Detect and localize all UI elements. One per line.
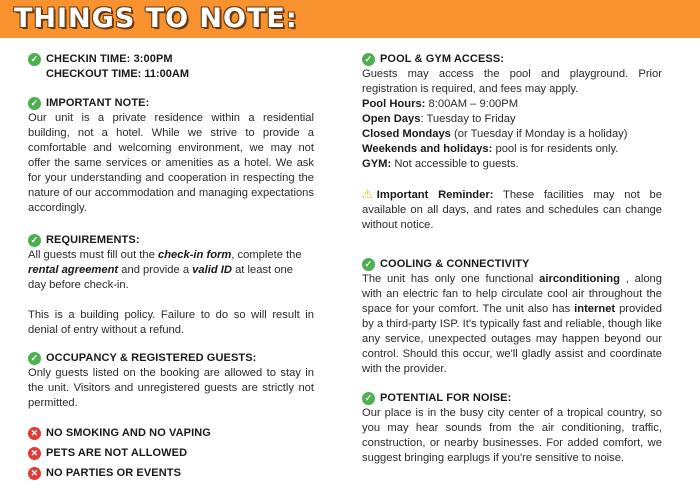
closed-days-label: Closed Mondays bbox=[362, 128, 451, 140]
requirements-title: REQUIREMENTS: bbox=[46, 234, 140, 246]
pool-intro: Guests may access the pool and playground. Prior registration is required, and fees may apply. bbox=[362, 68, 662, 95]
important-note-title: IMPORTANT NOTE: bbox=[46, 97, 150, 109]
cooling-text: The unit has only one functional bbox=[362, 273, 540, 285]
rule-no-parties: NO PARTIES OR EVENTS bbox=[46, 466, 182, 479]
x-circle-icon: ✕ bbox=[28, 427, 41, 440]
cooling-body bbox=[362, 272, 662, 377]
check-circle-icon: ✓ bbox=[362, 53, 375, 66]
reminder-value: These facilities may not be available on all days, and rates and schedules can change without notice. bbox=[362, 189, 662, 231]
check-circle-icon: ✓ bbox=[28, 352, 41, 365]
page-title: THINGS TO NOTE: bbox=[14, 3, 298, 34]
building-policy-note: This is a building policy. Failure to do so will result in denial of entry without a refund. bbox=[28, 309, 314, 336]
right-column bbox=[362, 52, 662, 466]
check-circle-icon: ✓ bbox=[28, 97, 41, 110]
occupancy-body: Only guests listed on the booking are allowed to stay in the unit. Visitors and unregistered guests are strictly not permitted. bbox=[28, 367, 314, 409]
cooling-text: provided by a third-party ISP. It's typically fast and reliable, though like any service, unexpected outages may happen beyond our control. Should this occur, we'll gladly assist and coordinate with the provider. bbox=[362, 303, 662, 375]
requirements-text: All guests must fill out the bbox=[28, 249, 158, 261]
important-note-body: Our unit is a private residence within a residential building, not a hotel. While we strive to provide a comfortable and welcoming environment, we may not offer the same services or amenities as a hotel. We ask for your understanding and cooperation in respecting the nature of our accommodation and managing expectations accordingly. bbox=[28, 112, 314, 214]
closed-days bbox=[362, 127, 662, 142]
x-circle-icon: ✕ bbox=[28, 467, 41, 480]
open-days-label: Open Days bbox=[362, 113, 421, 125]
open-days-value: : Tuesday to Friday bbox=[420, 113, 516, 125]
rule-item bbox=[28, 463, 314, 483]
weekends-holidays bbox=[362, 142, 662, 157]
noise-body: Our place is in the busy city center of a tropical country, so you may hear sounds from the air conditioning, traffic, construction, or nearby businesses. For added comfort, we suggest bringing earplugs if you're sensitive to noise. bbox=[362, 407, 662, 464]
important-note-heading bbox=[28, 96, 314, 111]
checkin-time: CHECKIN TIME: 3:00PM bbox=[46, 53, 173, 65]
pool-gym-heading bbox=[362, 52, 662, 67]
rule-item bbox=[28, 443, 314, 463]
pool-gym-title: POOL & GYM ACCESS: bbox=[380, 53, 505, 65]
rental-agreement-text: rental agreement bbox=[28, 264, 119, 276]
checkin-form-text: check-in form bbox=[157, 249, 232, 261]
left-column bbox=[28, 52, 314, 483]
pool-hours bbox=[362, 97, 662, 112]
rule-item bbox=[28, 423, 314, 443]
pool-hours-value: 8:00AM – 9:00PM bbox=[425, 98, 519, 110]
gym-access bbox=[362, 157, 662, 172]
checkout-time: CHECKOUT TIME: 11:00AM bbox=[46, 68, 190, 80]
occupancy-heading bbox=[28, 351, 314, 366]
checkin-heading bbox=[28, 52, 314, 67]
gym-value: Not accessible to guests. bbox=[391, 158, 519, 170]
requirements-text: and provide a bbox=[118, 264, 193, 276]
check-circle-icon: ✓ bbox=[362, 258, 375, 271]
airconditioning-text: airconditioning bbox=[539, 273, 620, 285]
warning-icon: ⚠ bbox=[362, 187, 373, 201]
internet-text: internet bbox=[574, 303, 616, 315]
open-days bbox=[362, 112, 662, 127]
reminder-label: Important Reminder: bbox=[376, 189, 494, 201]
x-circle-icon: ✕ bbox=[28, 447, 41, 460]
valid-id-text: valid ID bbox=[192, 264, 232, 276]
cooling-heading bbox=[362, 257, 662, 272]
rule-no-smoking: NO SMOKING AND NO VAPING bbox=[46, 426, 211, 439]
occupancy-title: OCCUPANCY & REGISTERED GUESTS: bbox=[46, 352, 257, 364]
noise-title: POTENTIAL FOR NOISE: bbox=[380, 392, 512, 404]
closed-days-value: (or Tuesday if Monday is a holiday) bbox=[450, 128, 628, 140]
cooling-text: , along with an electric fan to help circulate cool air throughout the space for your comfort. The unit also has bbox=[362, 273, 662, 315]
requirements-text: , complete the bbox=[231, 249, 302, 261]
gym-label: GYM: bbox=[362, 158, 392, 170]
requirements-heading bbox=[28, 233, 314, 248]
requirements-text: at least one day before check-in. bbox=[28, 264, 293, 291]
weekends-value: pool is for residents only. bbox=[492, 143, 619, 155]
noise-heading bbox=[362, 391, 662, 406]
requirements-body bbox=[28, 248, 314, 293]
rule-no-pets: PETS ARE NOT ALLOWED bbox=[46, 446, 188, 459]
cooling-title: COOLING & CONNECTIVITY bbox=[380, 258, 530, 270]
check-circle-icon: ✓ bbox=[28, 234, 41, 247]
pool-hours-label: Pool Hours: bbox=[362, 98, 426, 110]
header-banner bbox=[0, 0, 700, 38]
important-reminder bbox=[362, 187, 662, 233]
weekends-label: Weekends and holidays: bbox=[362, 143, 493, 155]
check-circle-icon: ✓ bbox=[28, 53, 41, 66]
check-circle-icon: ✓ bbox=[362, 392, 375, 405]
